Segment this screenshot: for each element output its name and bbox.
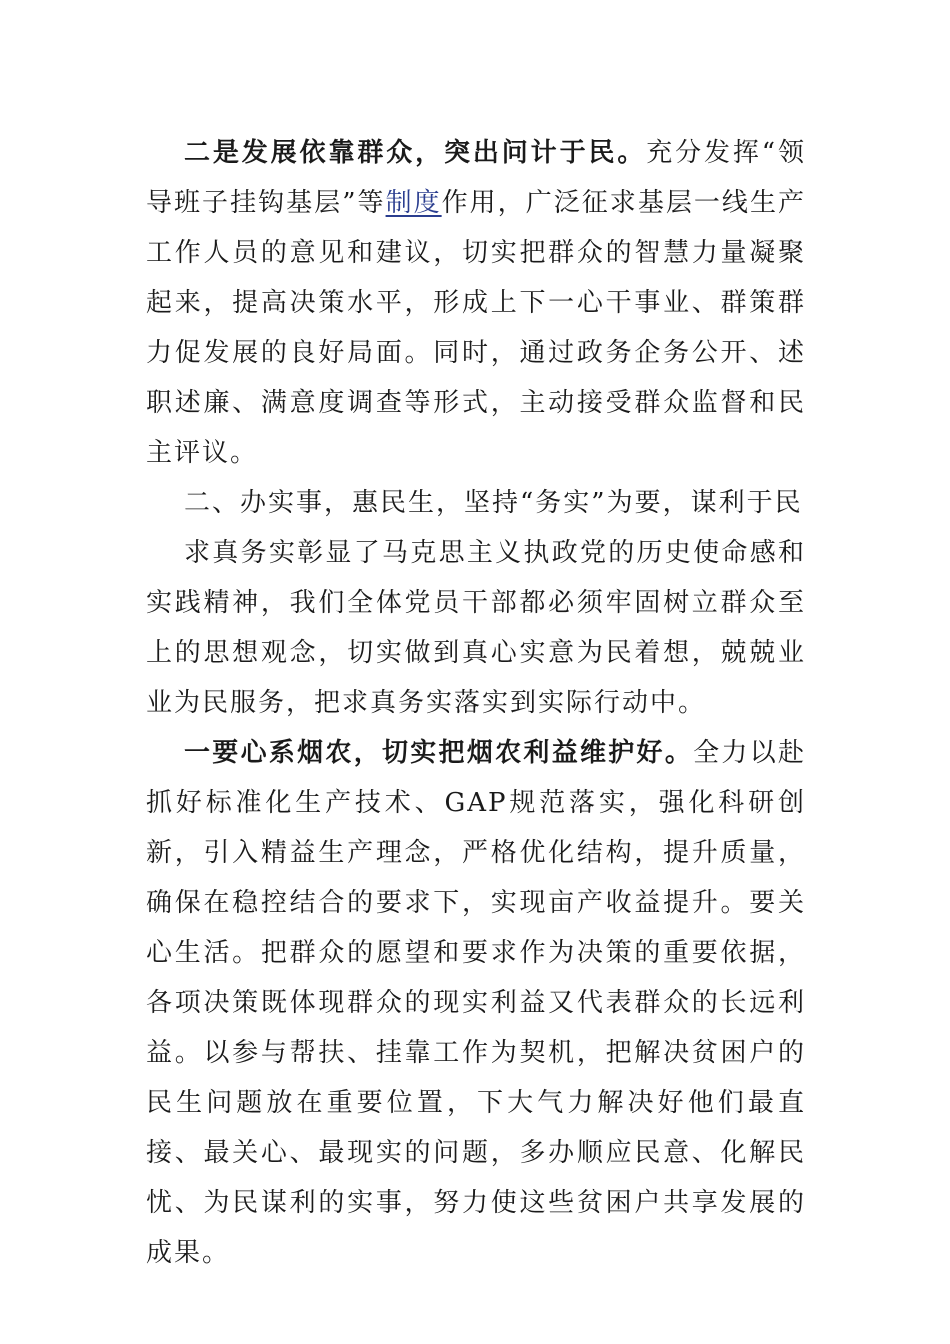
paragraph-text: 作用，广泛征求基层一线生产工作人员的意见和建议，切实把群众的智慧力量凝聚起来，提高决策水平，形成上下一心干事业、群策群力促发展的良好局面。同时，通过政务企务公开、述职述廉、满意度调查等形式，主动接受群众监督和民主评议。 bbox=[146, 188, 806, 468]
paragraph-text: 充分发挥“领导班子挂钩基层”等 bbox=[146, 138, 806, 218]
paragraph-development-relies-on-masses bbox=[146, 128, 806, 478]
section-heading-practical-work: 二、办实事，惠民生，坚持“务实”为要，谋利于民 bbox=[184, 488, 803, 518]
paragraph-lead-heading: 二是发展依靠群众，突出问计于民。 bbox=[184, 138, 647, 168]
paragraph-lead-heading: 一要心系烟农，切实把烟农利益维护好。 bbox=[184, 738, 694, 768]
document-page bbox=[146, 128, 806, 1278]
paragraph-seek-truth: 求真务实彰显了马克思主义执政党的历史使命感和实践精神，我们全体党员干部都必须牢固树立群众至上的思想观念，切实做到真心实意为民着想，兢兢业业为民服务，把求真务实落实到实际行动中。 bbox=[146, 538, 806, 718]
paragraph-tobacco-farmers bbox=[146, 728, 806, 1278]
paragraph-text: 全力以赴抓好标准化生产技术、GAP规范落实，强化科研创新，引入精益生产理念，严格优化结构，提升质量，确保在稳控结合的要求下，实现亩产收益提升。要关心生活。把群众的愿望和要求作为决策的重要依据，各项决策既体现群众的现实利益又代表群众的长远利益。以参与帮扶、挂靠工作为契机，把解决贫困户的民生问题放在重要位置，下大气力解决好他们最直接、最关心、最现实的问题，多办顺应民意、化解民忧、为民谋利的实事，努力使这些贫困户共享发展的成果。 bbox=[146, 738, 806, 1268]
system-link[interactable]: 制度 bbox=[385, 188, 442, 218]
